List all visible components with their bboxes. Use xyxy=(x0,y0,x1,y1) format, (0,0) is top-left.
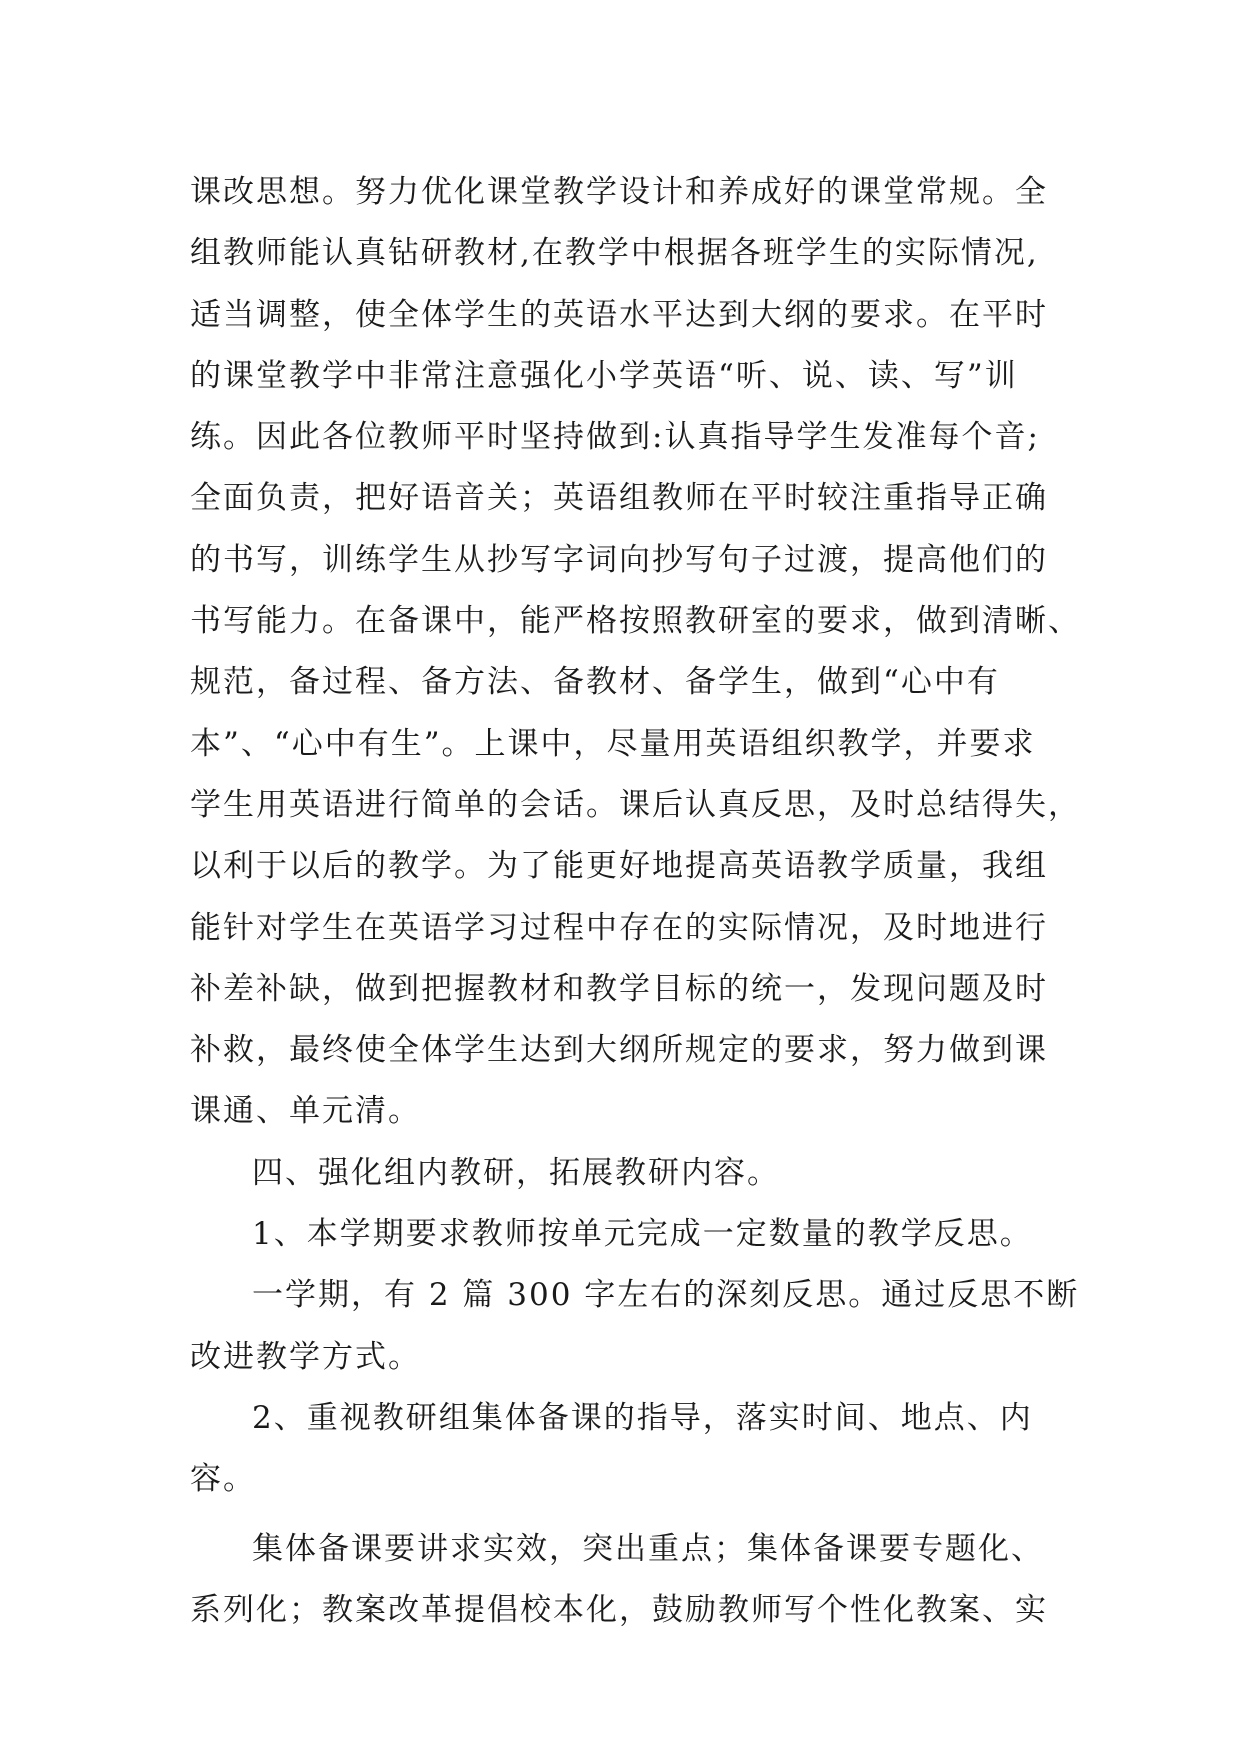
text-line: 课改思想。努力优化课堂教学设计和养成好的课堂常规。全 xyxy=(190,174,1048,210)
section-heading: 四、强化组内教研，拓展教研内容。 xyxy=(252,1154,780,1191)
text-line: 补救，最终使全体学生达到大纲所规定的要求，努力做到课 xyxy=(190,1032,1048,1069)
text-line: 一学期，有 2 篇 300 字左右的深刻反思。通过反思不断 xyxy=(252,1277,1080,1314)
text-line: 改进教学方式。 xyxy=(190,1338,421,1375)
text-line: 课通、单元清。 xyxy=(190,1093,421,1130)
text-line: 的书写，训练学生从抄写字词向抄写句子过渡，提高他们的 xyxy=(190,541,1048,578)
text-line: 补差补缺，做到把握教材和教学目标的统一，发现问题及时 xyxy=(190,970,1048,1007)
text-line: 书写能力。在备课中，能严格按照教研室的要求，做到清晰、 xyxy=(190,603,1081,640)
text-line: 的课堂教学中非常注意强化小学英语“听、说、读、写”训 xyxy=(190,357,1018,394)
document-body xyxy=(190,162,1090,1641)
text-line: 集体备课要讲求实效，突出重点；集体备课要专题化、 xyxy=(252,1530,1044,1567)
text-line: 学生用英语进行简单的会话。课后认真反思，及时总结得失， xyxy=(190,786,1081,823)
text-line: 练。因此各位教师平时坚持做到:认真指导学生发准每个音; xyxy=(190,419,1040,456)
text-line: 适当调整，使全体学生的英语水平达到大纲的要求。在平时 xyxy=(190,296,1048,333)
text-line: 组教师能认真钻研教材,在教学中根据各班学生的实际情况, xyxy=(190,235,1039,272)
text-line: 能针对学生在英语学习过程中存在的实际情况，及时地进行 xyxy=(190,909,1048,946)
text-line: 系列化；教案改革提倡校本化，鼓励教师写个性化教案、实 xyxy=(190,1591,1048,1628)
text-line: 全面负责，把好语音关；英语组教师在平时较注重指导正确 xyxy=(190,480,1048,517)
text-line: 容。 xyxy=(190,1461,256,1498)
text-line: 以利于以后的教学。为了能更好地提高英语教学质量，我组 xyxy=(190,848,1048,885)
text-line: 本”、“心中有生”。上课中，尽量用英语组织教学，并要求 xyxy=(190,725,1036,762)
text-line: 1、本学期要求教师按单元完成一定数量的教学反思。 xyxy=(252,1216,1033,1253)
text-line: 2、重视教研组集体备课的指导，落实时间、地点、内 xyxy=(252,1399,1033,1436)
text-line: 规范，备过程、备方法、备教材、备学生，做到“心中有 xyxy=(190,664,1000,701)
